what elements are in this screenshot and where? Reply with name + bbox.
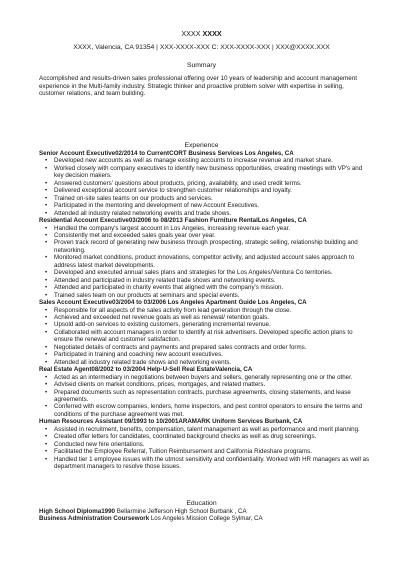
job-bullet: • Negotiated details of contracts and payments and prepared sales contracts and order forms.	[39, 344, 371, 351]
education-label: High School Diploma1990	[39, 508, 115, 515]
job-bullet: • Trained sales team on our products at seminars and special events.	[39, 292, 371, 299]
experience-heading: Experience	[184, 142, 219, 149]
job-bullet: • Proven track record of generating new business through prospecting, strategic selling, relationship building and networking.	[39, 239, 371, 254]
job-bullets	[39, 426, 371, 471]
job-bullet: • Conducted new hire orientations.	[39, 441, 371, 448]
job-bullet: • Handled tier 1 employee issues with the utmost sensitivity and confidentiality. Worked with HR managers as well as department managers to resolve those issues.	[39, 456, 371, 471]
job-bullet: • Developed new accounts as well as manage existing accounts to increase revenue and market share.	[39, 157, 371, 164]
job-bullets	[39, 307, 371, 367]
contact-line: XXXX, Valencia, CA 91354 | XXX-XXXX-XXX C: XXX-XXXX-XXX | XXX@XXXX.XXX	[73, 44, 330, 51]
job-bullet: • Worked closely with company executives to identify new business opportunities, creating meetings with VP's and key decision makers.	[39, 165, 371, 180]
candidate-name	[0, 30, 403, 37]
job-bullet: • Developed and executed annual sales plans and strategies for the Los Angeles/Ventura Co territories.	[39, 269, 371, 276]
job-bullet: • Trained on-site sales teams on our products and services.	[39, 195, 371, 202]
job-bullet: • Attended all industry related trade shows and networking events.	[39, 359, 371, 366]
job-entry	[39, 217, 371, 299]
job-header: Human Resources Assistant 09/1993 to 10/2001ARAMARK Uniform Services Burbank, CA	[39, 418, 303, 426]
name-prefix: XXXX	[181, 29, 203, 38]
education-list	[39, 508, 369, 523]
education-label: Business Administration Coursework	[39, 515, 150, 523]
job-bullets	[39, 157, 371, 217]
education-heading: Education	[186, 500, 217, 507]
job-bullet: • Acted as an intermediary in negotiations between buyers and sellers, generally representing one or the other.	[39, 374, 371, 381]
job-header: Real Estate Agent08/2002 to 03/2004 Help-U-Sell Real EstateValencia, CA	[39, 366, 253, 374]
job-header: Senior Account Executive02/2014 to CurrentCORT Business Services Los Angeles, CA	[39, 150, 294, 157]
job-entry	[39, 418, 371, 470]
education-item	[39, 515, 369, 522]
job-bullet: • Assisted in recruitment, benefits, compensation, talent management as well as performance and merit planning.	[39, 426, 371, 433]
job-entry	[39, 366, 371, 418]
job-bullet: • Created offer letters for candidates, coordinated background checks as well as drug screenings.	[39, 433, 371, 440]
education-detail: Los Angeles Mission College Sylmar, CA	[149, 515, 263, 523]
job-bullet: • Participated in training and coaching new account executives.	[39, 351, 371, 358]
job-bullet: • Monitored market conditions, product innovations, competitor activity, and adjusted account sales approach to address latest market developments.	[39, 254, 371, 269]
job-entry	[39, 150, 371, 217]
education-item	[39, 508, 369, 515]
job-bullet: • Achieved and exceeded net revenue goals as well as renewal/ retention goals.	[39, 314, 371, 321]
job-header: Residential Account Executive03/2006 to 08/2013 Fashion Furniture RentalLos Angeles, CA	[39, 217, 307, 225]
job-header: Sales Account Executive03/2004 to 03/2006 Los Angeles Apartment Guide Los Angeles, CA	[39, 299, 307, 307]
job-bullet: • Handled the company's largest account in Los Angeles, increasing revenue each year.	[39, 225, 371, 232]
job-bullet: • Attended and participated in industry related trade shows and networking events.	[39, 277, 371, 284]
job-bullet: • Delivered exceptional account service to strengthen customer relationships and loyalty.	[39, 187, 371, 194]
experience-list	[39, 150, 371, 470]
job-entry	[39, 299, 371, 366]
summary-heading: Summary	[186, 62, 217, 69]
job-bullets	[39, 225, 371, 300]
job-bullet: • Upsold add-on services to existing customers, generating incremental revenue.	[39, 321, 371, 328]
job-bullet: • Advised clients on market conditions, prices, mortgages, and related matters.	[39, 381, 371, 388]
job-bullets	[39, 374, 371, 419]
name-bold: XXXX	[202, 29, 222, 38]
summary-text: Accomplished and results-driven sales professional offering over 10 years of leadership and account management experience in the Multi-family industry. Strategic thinker and proactive problem solver with expertise in selling, customer relations, and team building.	[39, 75, 358, 97]
job-bullet: • Participated in the mentoring and development of new Account Executives.	[39, 202, 371, 209]
job-bullet: • Attended and participated in charity events that aligned with the company's mission.	[39, 284, 371, 291]
job-bullet: • Facilitated the Employee Referral, Tuition Reimbursement and California Rideshare programs.	[39, 448, 371, 455]
job-bullet: • Responsible for all aspects of the sales activity from lead generation through the close.	[39, 307, 371, 314]
education-detail: Bellarmine Jefferson High School Burbank , CA	[114, 508, 247, 515]
job-bullet: • Collaborated with account managers in order to identify at risk advertisers. Developed specific action plans to ensure the renewal and customer satisfaction.	[39, 329, 371, 344]
job-bullet: • Attended all industry related networking events and trade shows.	[39, 210, 371, 217]
job-bullet: • Prepared documents such as representation contracts, purchase agreements, closing statements, and lease agreements.	[39, 389, 371, 404]
job-bullet: • Conferred with escrow companies, lenders, home inspectors, and pest control operators to ensure the terms and conditions of the purchase agreement was met.	[39, 403, 371, 418]
job-bullet: • Answered customers' questions about products, pricing, availability, and used credit terms.	[39, 180, 371, 187]
job-bullet: • Consistently met and exceeded sales goals year over year.	[39, 232, 371, 239]
